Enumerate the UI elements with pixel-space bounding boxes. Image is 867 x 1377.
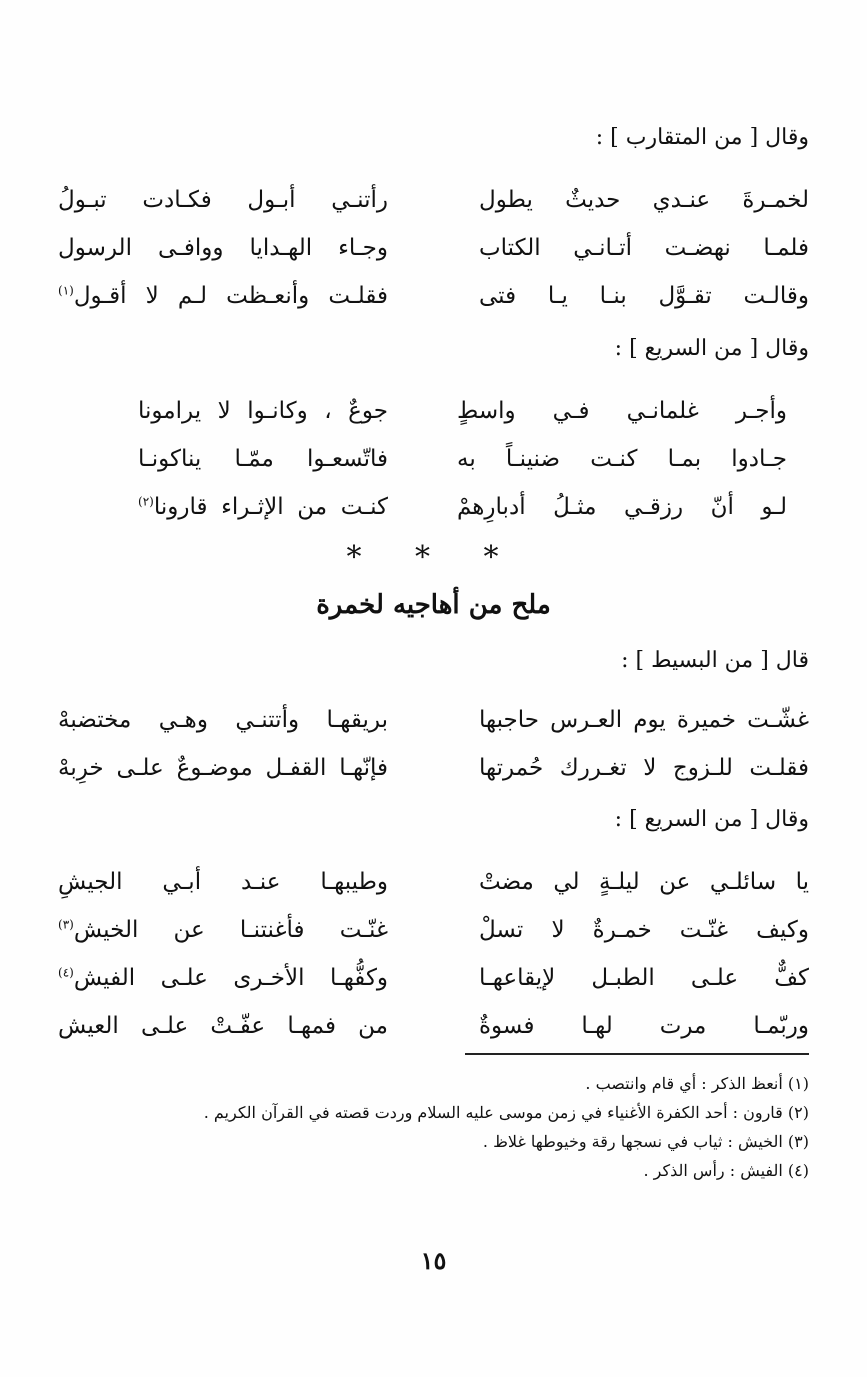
footnote-divider <box>465 1053 809 1055</box>
poem-3 <box>58 703 809 799</box>
poem-4 <box>58 865 809 1057</box>
first-hemistich: فلمـا نهضـت أتـانـي الكتاب <box>479 235 809 261</box>
hemistich-text: غنّـت فأغنتنـا عن الخيش <box>73 917 388 943</box>
first-hemistich: يا سائلـي عن ليلـةٍ لي مضتْ <box>479 869 809 895</box>
first-hemistich: كفٌّ علـى الطبـل لإيقاعهـا <box>479 965 809 991</box>
second-hemistich: فاتّسعـوا ممّـا يناكونـا <box>138 446 388 472</box>
poem-1 <box>58 183 809 327</box>
first-hemistich: وربّمـا مرت لهـا فسوةٌ <box>479 1013 809 1039</box>
verse-row <box>58 183 809 231</box>
poem-2 <box>58 394 787 538</box>
first-hemistich: وقالـت تقـوَّل بنـا يـا فتى <box>479 283 809 309</box>
verse-row <box>58 442 787 490</box>
hemistich-text: فقلـت وأنعـظت لـم لا أقـول <box>73 283 388 309</box>
first-hemistich: غشّـت خميرة يوم العـرس حاجبها <box>479 707 809 733</box>
footnote-3: (٣) الخيش : ثياب في نسجها رقة وخيوطها غلاظ . <box>482 1132 809 1151</box>
first-hemistich: جـادوا بمـا كنـت ضنينـاً به <box>457 446 787 472</box>
verse-row <box>58 279 809 327</box>
second-hemistich <box>58 961 388 995</box>
footnotes <box>58 1069 809 1185</box>
footnote-1: (١) أنعظ الذكر : أي قام وانتصب . <box>585 1074 809 1093</box>
first-hemistich: لـو أنّ رزقـي مثـلُ أدبارِهمْ <box>457 494 787 520</box>
section-title: ملح من أهاجيه لخمرة <box>316 590 551 620</box>
first-hemistich: لخمـرةَ عنـدي حديثٌ يطول <box>479 187 809 213</box>
footnote-2: (٢) قارون : أحد الكفرة الأغنياء في زمن موسى عليه السلام وردت قصته في القرآن الكريم . <box>203 1103 809 1122</box>
section-separator: * * * <box>346 540 521 575</box>
footnote-ref-1: (١) <box>58 283 74 298</box>
footnote-ref-4: (٤) <box>58 965 74 980</box>
second-hemistich: من فمهـا عفّـتْ علـى العيش <box>58 1013 388 1039</box>
page-number: ١٥ <box>420 1246 447 1275</box>
poem-intro-2: وقال [ من السريع ] : <box>614 336 809 361</box>
second-hemistich <box>138 490 388 524</box>
second-hemistich: وطيبهـا عنـد أبـي الجيشِ <box>58 869 388 895</box>
second-hemistich <box>58 913 388 947</box>
verse-row <box>58 394 787 442</box>
verse-row <box>58 913 809 961</box>
footnote-ref-3: (٣) <box>58 917 74 932</box>
verse-row <box>58 490 787 538</box>
poem-intro-1: وقال [ من المتقارب ] : <box>595 125 809 150</box>
second-hemistich: جوعٌ ، وكانـوا لا يرامونا <box>138 398 388 424</box>
footnote-ref-2: (٢) <box>138 494 154 509</box>
verse-row <box>58 1009 809 1057</box>
first-hemistich: وأجـر غلمانـي فـي واسطٍ <box>457 398 787 424</box>
second-hemistich: رأتنـي أبـول فكـادت تبـولُ <box>58 187 388 213</box>
second-hemistich: بريقهـا وأتتنـي وهـي مختضبهْ <box>58 707 388 733</box>
verse-row <box>58 865 809 913</box>
hemistich-text: كنـت من الإثـراء قارونا <box>153 494 388 520</box>
verse-row <box>58 231 809 279</box>
footnote-4: (٤) الفيش : رأس الذكر . <box>643 1161 809 1180</box>
verse-row <box>58 961 809 1009</box>
second-hemistich: فإنّهـا القفـل موضـوعٌ علـى خرِبهْ <box>58 755 388 781</box>
second-hemistich <box>58 279 388 313</box>
verse-row <box>58 751 809 799</box>
hemistich-text: وكفُّهـا الأخـرى علـى الفيش <box>73 965 388 991</box>
poem-intro-3: قال [ من البسيط ] : <box>621 648 809 673</box>
first-hemistich: وكيف غنّـت خمـرةٌ لا تسلْ <box>479 917 809 943</box>
verse-row <box>58 703 809 751</box>
second-hemistich: وجـاء الهـدايا ووافـى الرسول <box>58 235 388 261</box>
first-hemistich: فقلـت للـزوج لا تغـررك حُمرتها <box>479 755 809 781</box>
poem-intro-4: وقال [ من السريع ] : <box>614 807 809 832</box>
